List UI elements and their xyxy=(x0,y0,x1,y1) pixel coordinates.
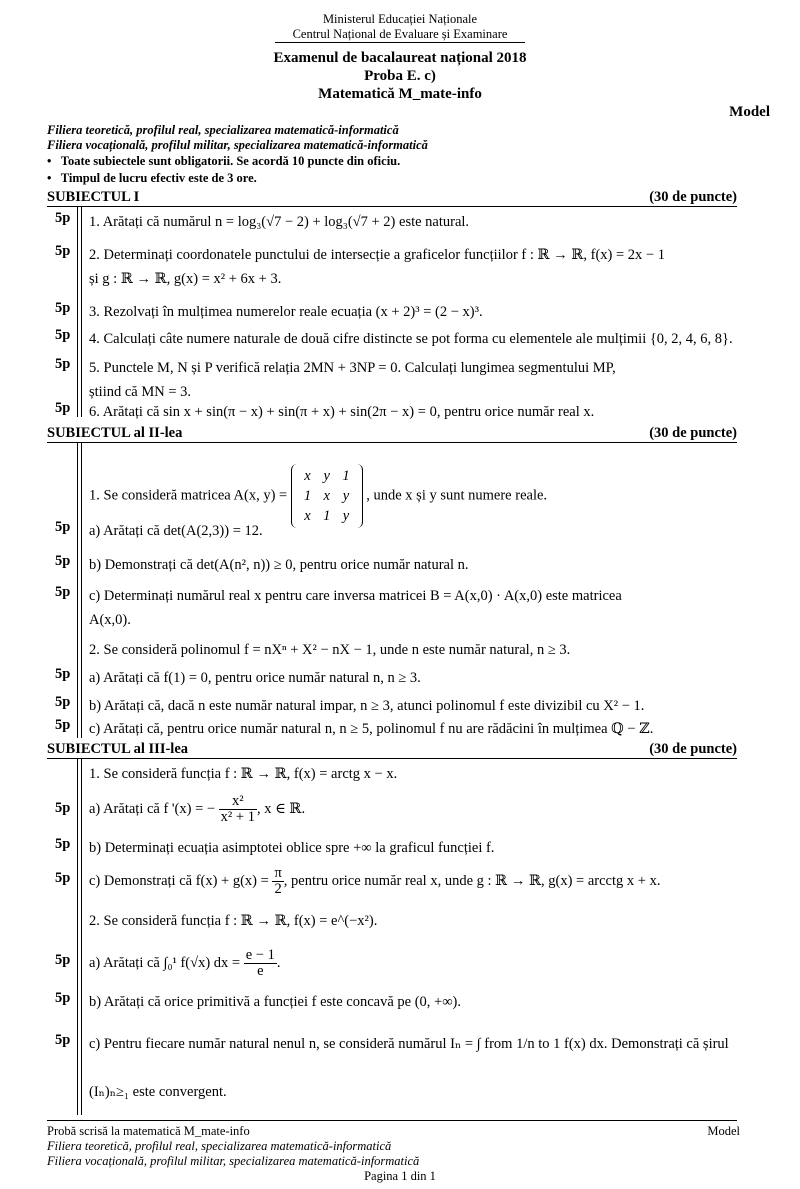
proba-title: Proba E. c) xyxy=(364,68,436,84)
s2-b1: b) Demonstrați că det(A(n², n)) ≥ 0, pentru orice număr natural n. xyxy=(89,557,469,573)
matrix-cell: y xyxy=(323,468,330,484)
s1-q4: 4. Calculați câte numere naturale de două cifre distincte se pot forma cu elementele ale mulțimii {0, 2, 4, 6, 8}. xyxy=(89,331,733,347)
s2-a1: a) Arătați că det(A(2,3)) = 12. xyxy=(89,523,263,539)
points-label: 5p xyxy=(55,400,71,416)
s1-q5: 5. Punctele M, N și P verifică relația 2MN + 3NP = 0. Calculați lungimea segmentului MP, știind că MN = 3. xyxy=(89,360,616,400)
points-label: 5p xyxy=(55,519,71,535)
section-2-points: (30 de puncte) xyxy=(649,425,737,441)
section-1-vline-2 xyxy=(81,207,82,417)
s3-b2: b) Arătați că orice primitivă a funcției f este concavă pe (0, +∞). xyxy=(89,994,461,1010)
points-label: 5p xyxy=(55,553,71,569)
section-3-rule xyxy=(47,758,737,759)
section-1-rule xyxy=(47,206,737,207)
points-label: 5p xyxy=(55,243,71,259)
section-2-rule xyxy=(47,442,737,443)
points-label: 5p xyxy=(55,327,71,343)
center-name: Centrul Național de Evaluare și Examinare xyxy=(292,27,508,41)
s3-f-intro: 1. Se consideră funcția f : ℝ → ℝ, f(x) = arctg x − x. xyxy=(89,766,398,782)
footer-line-1: Probă scrisă la matematică M_mate-info xyxy=(47,1124,250,1138)
section-1-title: SUBIECTUL I xyxy=(47,189,140,205)
footer-rule xyxy=(47,1120,737,1121)
points-label: 5p xyxy=(55,666,71,682)
fraction: $\frac{\pi}{2}$ xyxy=(274,865,282,897)
s2-c1: c) Determinați numărul real x pentru care inversa matricei B = A(x,0) · A(x,0) este matricea A(x,0). xyxy=(89,588,622,628)
section-2-title: SUBIECTUL al II-lea xyxy=(47,425,183,441)
points-label: 5p xyxy=(55,356,71,372)
s2-poly-text: 2. Se consideră polinomul f = nXⁿ + X² − nX − 1, unde n este număr natural, n ≥ 3. xyxy=(89,642,571,658)
points-label: 5p xyxy=(55,800,71,816)
s2-a2: a) Arătați că f(1) = 0, pentru orice număr natural n, n ≥ 3. xyxy=(89,670,421,686)
matrix-cell: x xyxy=(323,488,330,504)
page-number: Pagina 1 din 1 xyxy=(364,1169,436,1183)
section-1-heading xyxy=(47,189,737,206)
s3-a1: a) Arătați că f '(x) = − $\frac{\text{x²}}{\text{x² + 1}}$ , x ∈ ℝ. xyxy=(89,793,306,825)
filiera-1: Filiera teoretică, profilul real, specializarea matematică-informatică xyxy=(47,123,399,137)
bullet-1: • Toate subiectele sunt obligatorii. Se acordă 10 puncte din oficiu. xyxy=(47,154,401,168)
points-label: 5p xyxy=(55,952,71,968)
matrix-cell: 1 xyxy=(323,508,331,524)
section-3-points: (30 de puncte) xyxy=(649,741,737,757)
s2-matrix-after: , unde x și y sunt numere reale. xyxy=(366,487,548,504)
footer-line-3: Filiera vocațională, profilul militar, specializarea matematică-informatică xyxy=(47,1154,420,1168)
s1-q3: 3. Rezolvați în mulțimea numerelor reale ecuația (x + 2)³ = (2 − x)³. xyxy=(89,304,483,320)
s2-b2: b) Arătați că, dacă n este număr natural impar, n ≥ 3, atunci polinomul f este divizibil cu X² − 1. xyxy=(89,698,645,714)
matrix-cell: x xyxy=(304,508,311,524)
section-3-vline xyxy=(77,759,78,1115)
s1-q1: 1. Arătați că numărul n = log₃(√7 − 2) + log₃(√7 + 2) este natural. xyxy=(89,214,470,230)
section-1-points: (30 de puncte) xyxy=(649,189,737,205)
s1-q2: 2. Determinați coordonatele punctului de intersecție a graficelor funcțiilor f : ℝ → ℝ, f(x) = 2x − 1 și g : ℝ → ℝ, g(x) = x² + 6x + 3. xyxy=(89,247,665,287)
section-3-heading xyxy=(47,741,737,758)
s2-c2: c) Arătați că, pentru orice număr natural n, n ≥ 5, polinomul f nu are rădăcini în mulțimea ℚ − ℤ. xyxy=(89,721,654,737)
subject-title: Matematică M_mate-info xyxy=(318,86,482,102)
points-label: 5p xyxy=(55,210,71,226)
section-1-vline xyxy=(77,207,78,417)
points-label: 5p xyxy=(55,300,71,316)
footer-model: Model xyxy=(707,1124,740,1138)
section-3-vline-2 xyxy=(81,759,82,1115)
section-3-title: SUBIECTUL al III-lea xyxy=(47,741,189,757)
points-label: 5p xyxy=(55,990,71,1006)
exam-title: Examenul de bacalaureat național 2018 xyxy=(273,50,527,66)
points-label: 5p xyxy=(55,717,71,733)
s3-b1: b) Determinați ecuația asimptotei oblice spre +∞ la graficul funcției f. xyxy=(89,840,495,856)
points-label: 5p xyxy=(55,694,71,710)
fraction: $\frac{\text{x²}}{\text{x² + 1}}$ xyxy=(220,793,255,825)
s1-q6: 6. Arătați că sin x + sin(π − x) + sin(π + x) + sin(2π − x) = 0, pentru orice număr real x. xyxy=(89,404,595,420)
matrix-cell: 1 xyxy=(303,488,312,504)
matrix-cell: y xyxy=(342,488,350,504)
matrix-cell: y xyxy=(342,508,350,524)
points-label: 5p xyxy=(55,836,71,852)
fraction: $\frac{e - 1}{e}$ xyxy=(245,947,275,979)
ministry-name: Ministerul Educației Naționale xyxy=(322,12,478,26)
section-2-heading xyxy=(47,425,737,442)
matrix-cell: 1 xyxy=(342,468,350,484)
s3-f2-intro: 2. Se consideră funcția f : ℝ → ℝ, f(x) = e^(−x²). xyxy=(89,913,378,929)
footer-line-2: Filiera teoretică, profilul real, specializarea matematică-informatică xyxy=(47,1139,392,1153)
points-label: 5p xyxy=(55,584,71,600)
s3-c2: c) Pentru fiecare număr natural nenul n, se consideră numărul Iₙ = ∫ from 1/n to 1 f(x) dx. Demonstrați că șirul (Iₙ)ₙ≥₁ este convergent. xyxy=(89,1036,729,1100)
points-label: 5p xyxy=(55,870,71,886)
s2-matrix-intro xyxy=(47,448,737,524)
s3-c1: c) Demonstrați că f(x) + g(x) = $\frac{\pi}{2}$ , pentru orice număr real x, unde g : ℝ → ℝ, g(x) = arcctg x + x. xyxy=(89,865,661,897)
s2-matrix-intro-text: 1. Se consideră matricea A(x, y) = xyxy=(89,487,288,504)
points-label: 5p xyxy=(55,1032,71,1048)
matrix-cell: x xyxy=(304,468,311,484)
model-label: Model xyxy=(729,104,770,120)
bullet-2: • Timpul de lucru efectiv este de 3 ore. xyxy=(47,171,257,185)
filiera-2: Filiera vocațională, profilul militar, specializarea matematică-informatică xyxy=(47,138,428,152)
header-rule xyxy=(275,42,525,43)
s3-a2: a) Arătați că ∫₀¹ f(√x) dx = $\frac{e - 1}{e}$ . xyxy=(89,947,281,979)
